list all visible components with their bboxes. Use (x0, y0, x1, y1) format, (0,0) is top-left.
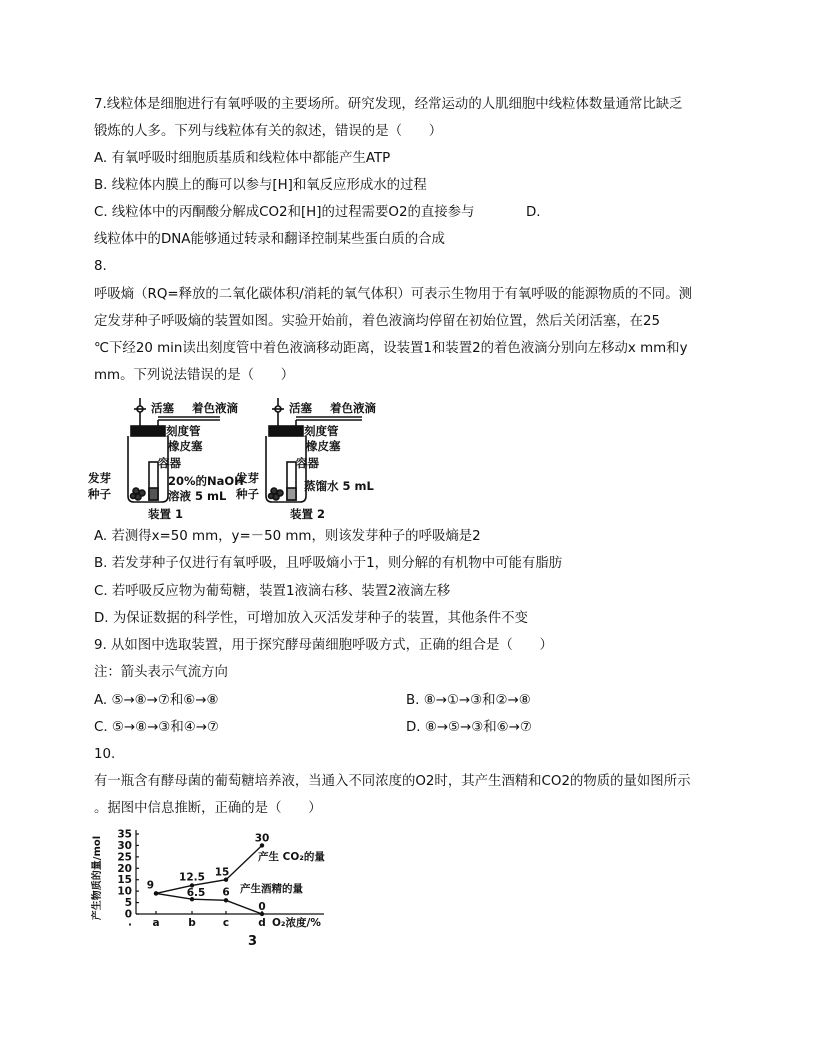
data-label: 9 (146, 879, 154, 892)
y-tick-label: 0 (124, 908, 132, 921)
label-tube-2: 刻度管 (304, 424, 339, 438)
data-label: 12.5 (179, 871, 205, 884)
label-valve-2: 活塞 (289, 401, 312, 415)
page-number: 3 (248, 934, 258, 949)
y-tick-label: 10 (117, 885, 132, 898)
label-seeds-1a: 发芽 (88, 471, 111, 485)
series-label-co2: 产生 CO₂的量 (258, 851, 325, 863)
q7-option-d-label: D. (526, 205, 541, 220)
rubber-stopper-2 (269, 426, 303, 436)
q10-stem-line1: 有一瓶含有酵母菌的葡萄糖培养液，当通入不同浓度的O2时，其产生酒精和CO2的物质的量如图所示 (94, 774, 691, 789)
q8-stem-line2: 定发芽种子呼吸熵的装置如图。实验开始前，着色液滴均停留在初始位置，然后关闭活塞，在25 (94, 314, 661, 329)
label-naoh-1: 20%的NaOH (168, 474, 244, 488)
q9-note: 注：箭头表示气流方向 (94, 665, 228, 680)
y-tick-label: 15 (117, 874, 132, 887)
q9-option-b: B. ⑧→①→③和②→⑧ (406, 693, 531, 708)
q10-stem-line2: 。据图中信息推断，正确的是（ ） (94, 801, 322, 816)
q9-option-c: C. ⑤→⑧→③和④→⑦ (94, 720, 219, 735)
y-tick-label: 30 (117, 839, 132, 852)
data-label: 6.5 (186, 887, 206, 900)
x-tick-label: b (188, 917, 196, 929)
q8-stem-line1: 呼吸熵（RQ=释放的二氧化碳体积/消耗的氧气体积）可表示生物用于有氧呼吸的能源物质的不同。测 (94, 287, 692, 302)
rubber-stopper-1 (131, 426, 165, 436)
label-device-1: 装置 1 (148, 507, 184, 521)
label-valve-1: 活塞 (151, 401, 174, 415)
data-label: 6 (222, 886, 230, 899)
label-device-2: 装置 2 (290, 507, 326, 521)
label-seeds-2b: 种子 (236, 487, 259, 501)
q7-option-c: C. 线粒体中的丙酮酸分解成CO2和[H]的过程需要O2的直接参与 (94, 205, 475, 220)
y-axis-label: 产生物质的量/mol (92, 835, 103, 921)
q8-stem-line4: mm。下列说法错误的是（ ） (94, 368, 295, 383)
label-seeds-1b: 种子 (88, 487, 111, 501)
label-droplet-1: 着色液滴 (192, 401, 238, 415)
q8-option-b: B. 若发芽种子仅进行有氧呼吸，且呼吸熵小于1，则分解的有机物中可能有脂肪 (94, 556, 563, 571)
q9-option-a: A. ⑤→⑧→⑦和⑥→⑧ (94, 693, 219, 708)
q7-stem-line1: 7.线粒体是细胞进行有氧呼吸的主要场所。研究发现，经常运动的人肌细胞中线粒体数量通常比缺乏 (94, 97, 683, 112)
q7-option-b: B. 线粒体内膜上的酶可以参与[H]和氧反应形成水的过程 (94, 178, 427, 193)
x-tick-label: c (222, 917, 230, 929)
label-container-2: 容器 (296, 456, 319, 470)
x-tick-label: a (152, 917, 160, 929)
q7-option-a: A. 有氧呼吸时细胞质基质和线粒体中都能产生ATP (94, 151, 391, 166)
q8-option-c: C. 若呼吸反应物为葡萄糖，装置1液滴右移、装置2液滴左移 (94, 584, 451, 599)
y-tick-label: 5 (124, 897, 132, 910)
origin-mark: · (128, 919, 132, 931)
label-container-1: 容器 (158, 456, 181, 470)
data-point (154, 891, 158, 895)
series-label-ethanol: 产生酒精的量 (240, 883, 303, 895)
x-tick-label: d (258, 917, 266, 929)
label-stopper-2: 橡皮塞 (306, 439, 341, 453)
q7-option-d-text: 线粒体中的DNA能够通过转录和翻译控制某些蛋白质的合成 (94, 232, 445, 247)
label-droplet-2: 着色液滴 (330, 401, 376, 415)
q9-option-d: D. ⑧→⑤→③和⑥→⑦ (406, 720, 532, 735)
o2-concentration-chart (94, 826, 344, 934)
q8-option-d: D. 为保证数据的科学性，可增加放入灭活发芽种子的装置，其他条件不变 (94, 611, 528, 626)
label-water: 蒸馏水 5 mL (304, 479, 374, 493)
q10-number: 10. (94, 747, 116, 762)
data-point (224, 898, 228, 902)
series-line-2 (156, 893, 262, 914)
q8-stem-line3: ℃下经20 min读出刻度管中着色液滴移动距离，设装置1和装置2的着色液滴分别向左移动x mm和y (94, 341, 688, 356)
x-axis-label: O₂浓度/% (272, 917, 321, 929)
data-label: 15 (214, 866, 230, 879)
q8-option-a: A. 若测得x=50 mm，y=－50 mm，则该发芽种子的呼吸熵是2 (94, 529, 481, 544)
data-label: 30 (254, 832, 270, 845)
y-tick-label: 20 (117, 862, 132, 875)
label-seeds-2a: 发芽 (236, 471, 259, 485)
label-naoh-2: 溶液 5 mL (168, 489, 227, 503)
q9-stem: 9. 从如图中选取装置，用于探究酵母菌细胞呼吸方式，正确的组合是（ ） (94, 638, 553, 653)
q7-stem-line2: 锻炼的人多。下列与线粒体有关的叙述，错误的是（ ） (94, 124, 443, 139)
y-tick-label: 25 (117, 851, 132, 864)
label-stopper-1: 橡皮塞 (168, 439, 203, 453)
respirometer-figure (88, 390, 388, 525)
label-tube-1: 刻度管 (166, 424, 201, 438)
data-label: 0 (258, 901, 266, 913)
q8-number: 8. (94, 259, 107, 274)
y-tick-label: 35 (117, 828, 132, 841)
